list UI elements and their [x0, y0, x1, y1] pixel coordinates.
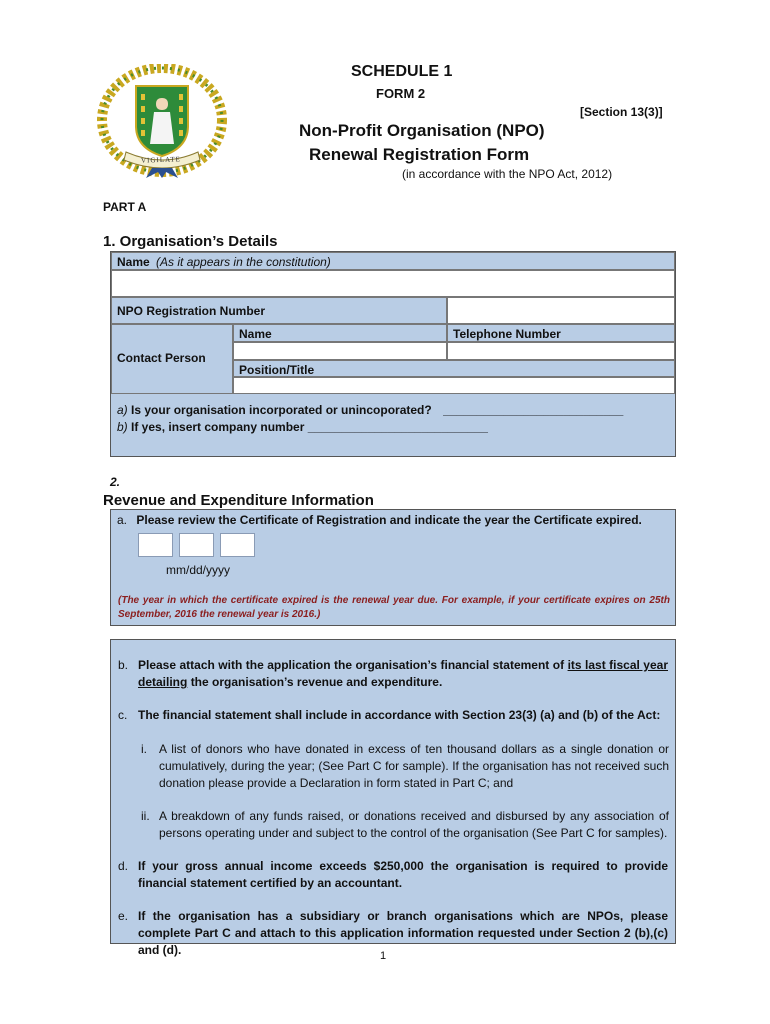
section-1-heading: 1. Organisation’s Details	[103, 233, 278, 250]
question-a-text: Is your organisation incorporated or unincoporated?	[131, 403, 432, 417]
question-b-text: If yes, insert company number	[131, 420, 305, 434]
form-number: FORM 2	[376, 86, 426, 101]
question-a	[117, 403, 623, 417]
contact-person-label-cell	[111, 324, 233, 394]
question-b	[117, 420, 488, 434]
item-b-underlined: its last fiscal year detailing	[138, 658, 668, 689]
section-2-number: 2.	[110, 475, 121, 489]
section-reference: [Section 13(3)]	[580, 105, 663, 119]
npo-registration-label: NPO Registration Number	[117, 304, 266, 318]
item-c-text: The financial statement shall include in accordance with Section 23(3) (a) and (b) of the Act:	[138, 708, 661, 722]
bvi-coat-of-arms-seal	[96, 64, 228, 180]
item-d	[118, 858, 668, 892]
item-b-text-1: Please attach with the application the organisation’s financial statement of	[138, 658, 565, 672]
name-label-cell	[111, 252, 675, 270]
name-label: Name	[117, 255, 150, 269]
page-number: 1	[380, 950, 387, 962]
name-hint: (As it appears in the constitution)	[156, 255, 331, 269]
telephone-label-cell	[447, 324, 675, 342]
organisation-details-table	[110, 251, 676, 457]
company-number-field[interactable]: ___________________________	[307, 420, 488, 434]
npo-registration-field[interactable]	[447, 297, 675, 324]
item-e-letter: e.	[118, 909, 129, 923]
position-field[interactable]	[233, 377, 675, 394]
telephone-field[interactable]	[447, 342, 675, 360]
item-d-text: If your gross annual income exceeds $250,000 the organisation is required to provide financial statement certified by an accountant.	[138, 859, 668, 890]
expiry-month-input[interactable]	[138, 533, 173, 557]
item-c-i-label: i.	[141, 742, 147, 756]
item-d-letter: d.	[118, 859, 129, 873]
item-c	[118, 707, 668, 724]
renewal-year-note: (The year in which the certificate expired is the renewal year due. For example, if your certificate expires on 25th September, 2016 the renewal year is 2016.)	[118, 595, 670, 620]
incorporation-status-field[interactable]: ___________________________	[443, 403, 624, 417]
date-format-hint: mm/dd/yyyy	[166, 563, 231, 577]
question-a-letter: a)	[117, 403, 128, 417]
form-title-line-1: Non-Profit Organisation (NPO)	[299, 121, 545, 140]
contact-name-label-cell	[233, 324, 447, 342]
item-b	[118, 657, 668, 691]
item-c-letter: c.	[118, 708, 128, 722]
item-c-ii-text: A breakdown of any funds raised, or donations received and disbursed by any association of persons operating under and subject to the control of the organisation (See Part C for samples).	[159, 809, 669, 840]
item-b-letter: b.	[118, 658, 129, 672]
npo-reg-label-cell	[111, 297, 447, 324]
item-e-text: If the organisation has a subsidiary or branch organisations which are NPOs, please complete Part C and attach to this application information requested under Section 2 (b),(c) and (d).	[138, 909, 668, 957]
item-c-ii-label: ii.	[141, 809, 150, 823]
contact-name-label: Name	[239, 327, 272, 341]
expiry-day-input[interactable]	[179, 533, 214, 557]
item-a-text: Please review the Certificate of Registration and indicate the year the Certificate expired.	[136, 513, 642, 527]
position-label-cell	[233, 360, 675, 377]
item-a	[117, 513, 642, 527]
part-label: PART A	[103, 200, 147, 214]
item-c-ii	[141, 808, 669, 842]
item-c-i-text: A list of donors who have donated in excess of ten thousand dollars as a single donation or cumulatively, during the year; (See Part C for sample). If the organisation has not received such donation please provide a Declaration in form stated in Part C; and	[159, 742, 669, 790]
contact-person-label: Contact Person	[117, 351, 206, 365]
item-b-text-2: the organisation’s revenue and expenditure.	[190, 675, 443, 689]
question-b-letter: b)	[117, 420, 128, 434]
telephone-label: Telephone Number	[453, 327, 561, 341]
expiry-year-input[interactable]	[220, 533, 255, 557]
contact-name-field[interactable]	[233, 342, 447, 360]
form-subtitle: (in accordance with the NPO Act, 2012)	[402, 167, 613, 181]
section-2-heading: Revenue and Expenditure Information	[103, 492, 374, 509]
item-a-letter: a.	[117, 513, 128, 527]
position-label: Position/Title	[239, 363, 315, 377]
schedule-title: SCHEDULE 1	[351, 63, 453, 80]
seal-motto: VIGILATE	[140, 155, 182, 165]
item-c-i	[141, 741, 669, 792]
form-title-line-2: Renewal Registration Form	[309, 145, 530, 164]
item-e	[118, 908, 668, 959]
organisation-name-field[interactable]	[111, 270, 675, 297]
